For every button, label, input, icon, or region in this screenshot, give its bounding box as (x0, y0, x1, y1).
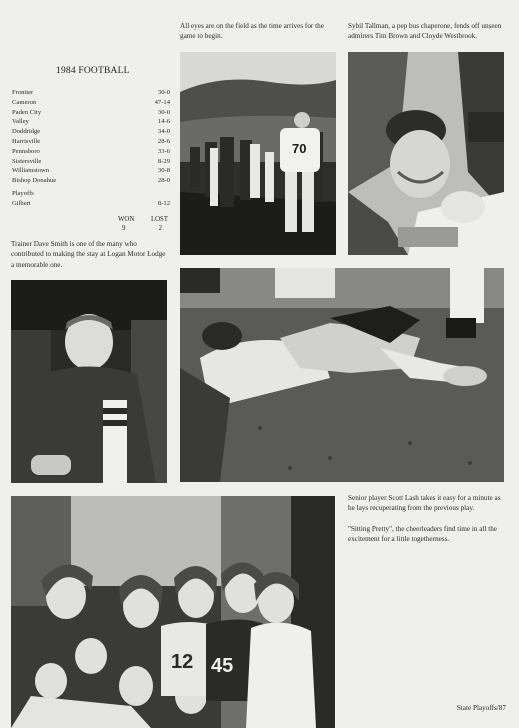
opponent-name: Gilbert (12, 199, 31, 207)
opponent-name: Sistersville (12, 157, 42, 165)
schedule-row (12, 147, 170, 157)
cheerleaders-photo (11, 496, 335, 728)
schedule-row (12, 176, 170, 186)
player-resting-photo (180, 268, 504, 482)
opponent-name: Valley (12, 118, 29, 126)
game-score: 47-14 (154, 98, 170, 106)
opponent-name: Bishop Donahue (12, 177, 57, 185)
jersey-number: 70 (292, 141, 307, 156)
schedule-row (12, 137, 170, 147)
jersey-number: 45 (211, 655, 234, 677)
chaperone-caption: Sybil Tallman, a pep bus chaperone, fends off unseen admirers Tim Brown and Cloyde Westbrook. (348, 22, 502, 41)
game-score: 28-6 (157, 137, 170, 145)
game-score: 8-29 (157, 157, 170, 165)
schedule-row (12, 88, 170, 98)
game-score: 14-6 (157, 118, 170, 126)
lash-caption: Senior player Scott Lash takes it easy for a minute as he lays recuperating from the previous play. (348, 494, 501, 513)
schedule-row (12, 166, 170, 176)
cheer-caption: "Sitting Pretty", the cheerleaders find time in all the excitement for a little togetherness. (348, 525, 497, 544)
lost-count: 2 (158, 225, 162, 232)
field-caption: All eyes are on the field as the time arrives for the game to begin. (180, 22, 324, 41)
schedule-row (12, 127, 170, 137)
opponent-name: Harrisville (12, 137, 41, 145)
opponent-name: Doddridge (12, 128, 41, 136)
won-label: WON (118, 216, 135, 223)
game-score: 33-6 (157, 147, 170, 155)
opponent-name: Frontier (12, 89, 34, 96)
players-field-photo (180, 52, 336, 255)
schedule-row (12, 98, 170, 108)
schedule-row (12, 199, 170, 209)
schedule-row (12, 117, 170, 127)
page-footer: State Playoffs/87 (456, 704, 506, 712)
game-score: 28-0 (157, 177, 170, 185)
game-score: 8-12 (157, 199, 170, 207)
trainer-caption: Trainer Dave Smith is one of the many who contributed to making the stay at Logan Motor Lodge a memorable one. (11, 240, 166, 269)
opponent-name: Williamstown (12, 167, 50, 175)
season-record (118, 215, 168, 233)
schedule-list (12, 88, 170, 209)
trainer-photo (11, 280, 167, 483)
game-score: 30-0 (157, 108, 170, 116)
opponent-name: Paden City (12, 108, 42, 116)
schedule-row (12, 108, 170, 118)
schedule-row (12, 157, 170, 167)
jersey-number: 12 (171, 651, 194, 673)
opponent-name: Pennsboro (12, 147, 40, 155)
schedule-title: 1984 FOOTBALL (56, 66, 130, 76)
opponent-name: Cameron (12, 98, 37, 106)
game-score: 30-8 (157, 167, 170, 175)
chaperone-photo (348, 52, 504, 255)
lost-label: LOST (151, 216, 168, 223)
game-score: 34-0 (157, 128, 170, 136)
game-score: 30-0 (157, 89, 170, 96)
playoffs-label: Playoffs (12, 189, 34, 197)
won-count: 9 (122, 225, 126, 232)
